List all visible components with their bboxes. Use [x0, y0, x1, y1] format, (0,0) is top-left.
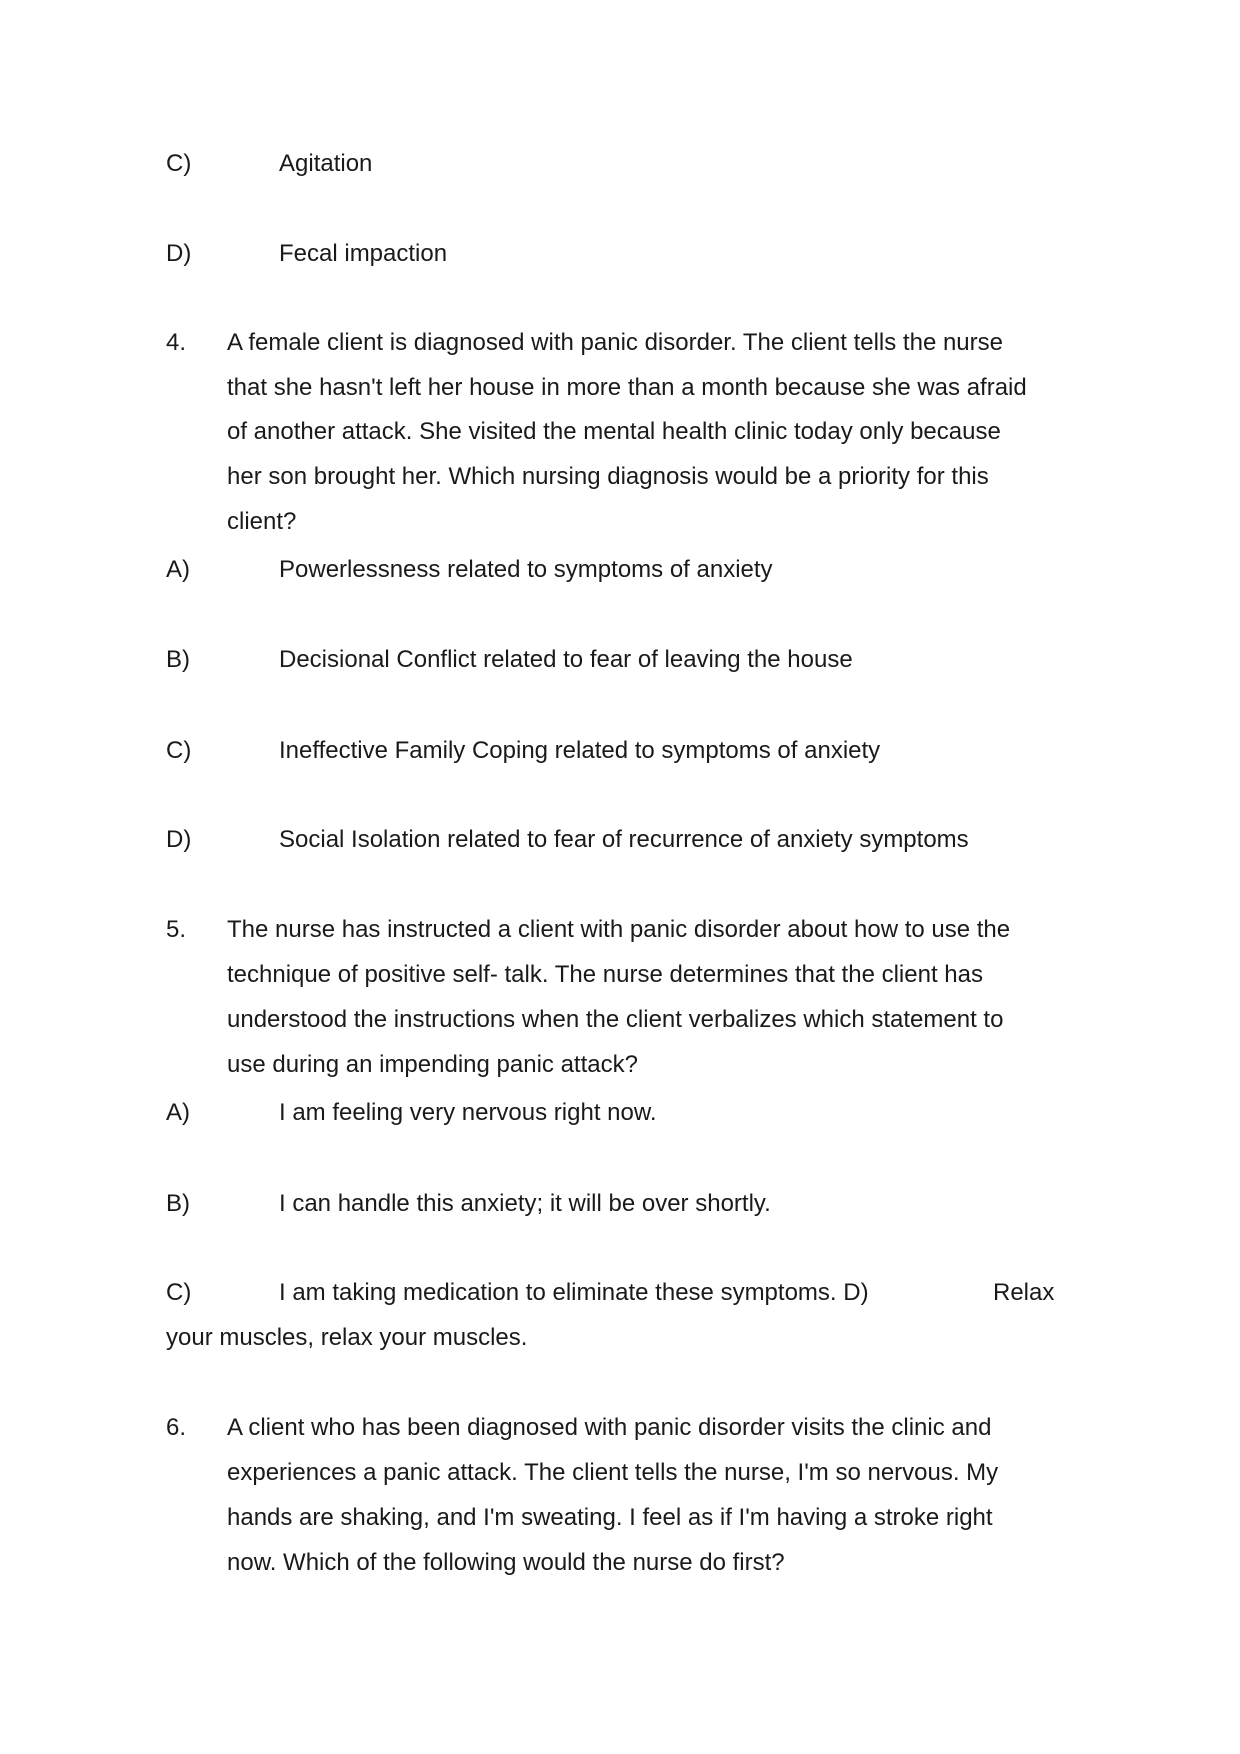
option-letter: C): [166, 737, 192, 764]
option-text: Agitation: [279, 150, 373, 177]
question-text-line: client?: [227, 508, 297, 535]
option-text: I can handle this anxiety; it will be over shortly.: [279, 1190, 771, 1217]
question-text-line: hands are shaking, and I'm sweating. I feel as if I'm having a stroke right: [227, 1504, 993, 1531]
option-letter: B): [166, 1190, 190, 1217]
question-text-line: use during an impending panic attack?: [227, 1051, 638, 1078]
option-text: Powerlessness related to symptoms of anxiety: [279, 556, 773, 583]
question-text-line: of another attack. She visited the mental health clinic today only because: [227, 418, 1001, 445]
question-text-line: technique of positive self- talk. The nurse determines that the client has: [227, 961, 983, 988]
option-text: Fecal impaction: [279, 240, 448, 267]
question-text-line: understood the instructions when the client verbalizes which statement to: [227, 1006, 1004, 1033]
option-letter: D): [166, 240, 192, 267]
question-number: 6.: [166, 1414, 187, 1441]
option-letter: A): [166, 1099, 190, 1126]
option-text: I am taking medication to eliminate these symptoms. D): [279, 1279, 869, 1306]
option-text-wrap: your muscles, relax your muscles.: [166, 1324, 528, 1351]
question-text-line: A client who has been diagnosed with panic disorder visits the clinic and: [227, 1414, 992, 1441]
option-text: Decisional Conflict related to fear of leaving the house: [279, 646, 853, 673]
option-text: Relax: [993, 1279, 1055, 1306]
option-letter: D): [166, 826, 192, 853]
option-letter: A): [166, 556, 190, 583]
question-text-line: her son brought her. Which nursing diagnosis would be a priority for this: [227, 463, 989, 490]
option-letter: C): [166, 1279, 192, 1306]
question-text-line: now. Which of the following would the nurse do first?: [227, 1549, 785, 1576]
option-text: Social Isolation related to fear of recurrence of anxiety symptoms: [279, 826, 969, 853]
option-letter: C): [166, 150, 192, 177]
question-text-line: A female client is diagnosed with panic disorder. The client tells the nurse: [227, 329, 1003, 356]
option-letter: B): [166, 646, 190, 673]
question-text-line: The nurse has instructed a client with panic disorder about how to use the: [227, 916, 1011, 943]
question-text-line: experiences a panic attack. The client tells the nurse, I'm so nervous. My: [227, 1459, 999, 1486]
question-number: 5.: [166, 916, 187, 943]
question-text-line: that she hasn't left her house in more than a month because she was afraid: [227, 374, 1027, 401]
option-text: I am feeling very nervous right now.: [279, 1099, 657, 1126]
question-number: 4.: [166, 329, 187, 356]
option-text: Ineffective Family Coping related to symptoms of anxiety: [279, 737, 881, 764]
